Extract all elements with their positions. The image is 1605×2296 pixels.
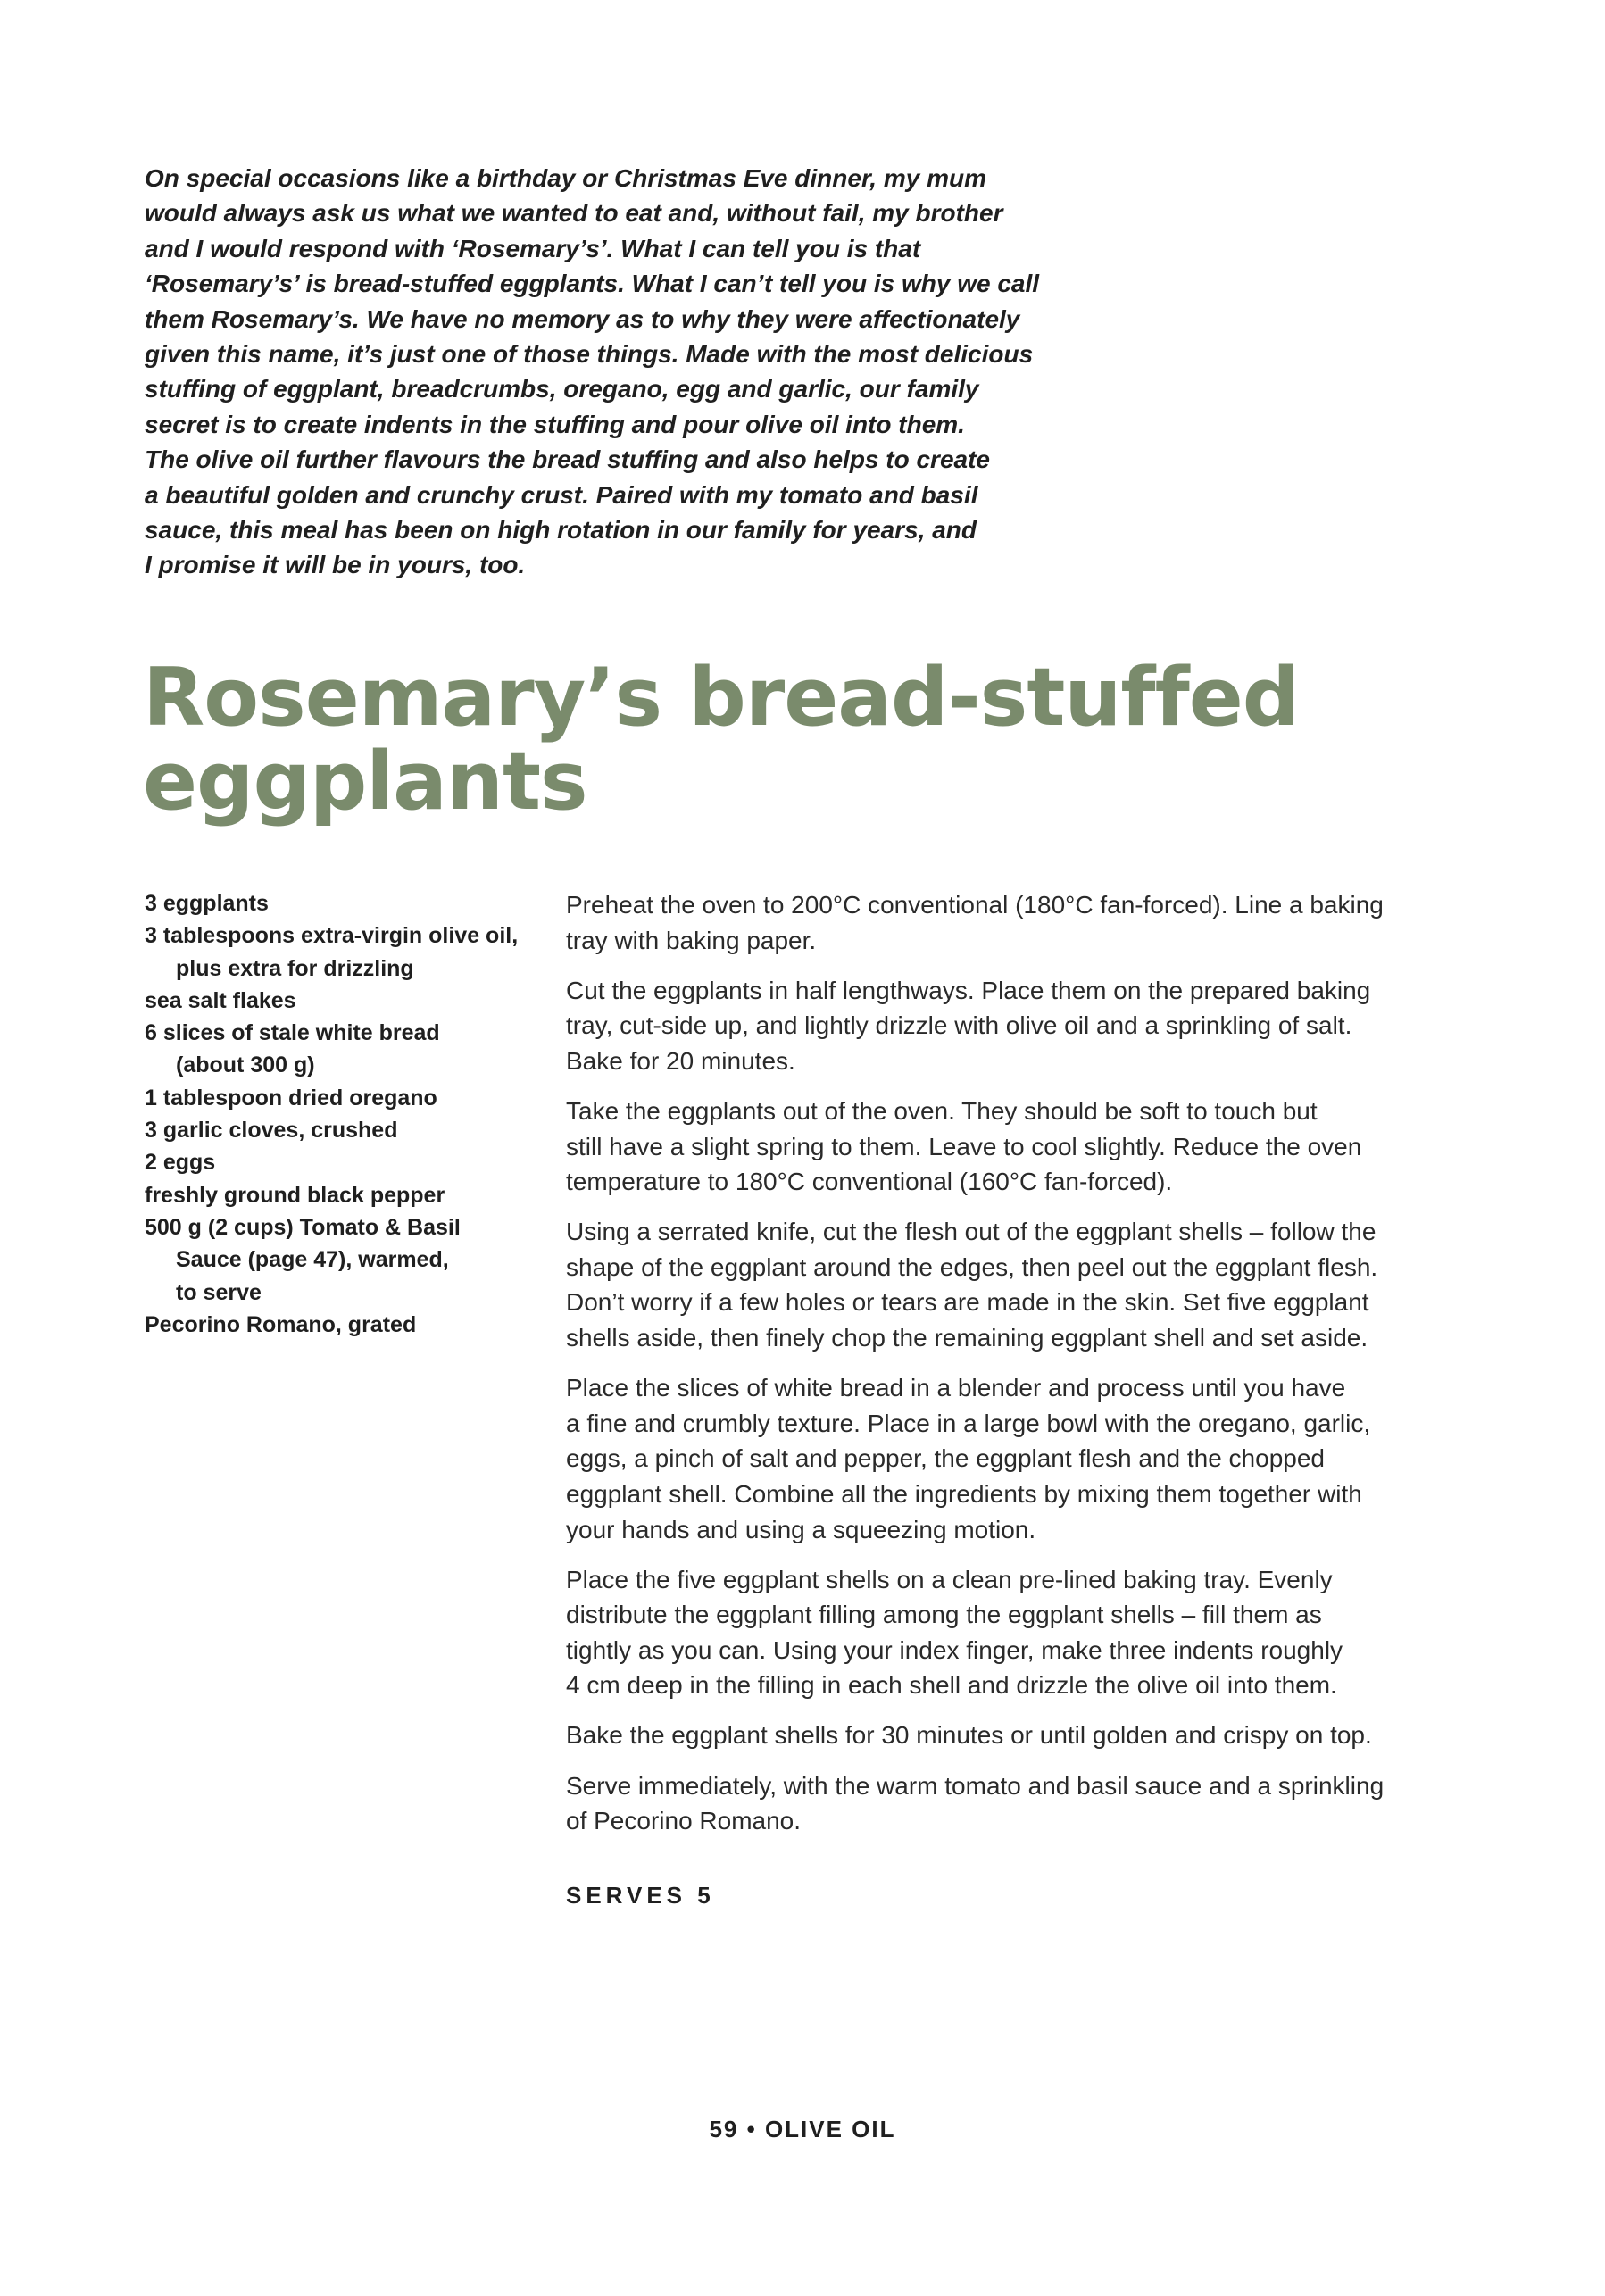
intro-line: and I would respond with ‘Rosemary’s’. What I can tell you is that	[145, 234, 921, 262]
method-line: Cut the eggplants in half lengthways. Place them on the prepared baking	[566, 976, 1371, 1004]
ingredient-text: 3 garlic cloves, crushed	[145, 1118, 398, 1144]
intro-line: given this name, it’s just one of those things. Made with the most delicious	[145, 340, 1034, 369]
method-line: Don’t worry if a few holes or tears are made in the skin. Set five eggplant	[566, 1288, 1369, 1317]
method-line: a fine and crumbly texture. Place in a large bowl with the oregano, garlic,	[566, 1409, 1371, 1437]
method-line: eggs, a pinch of salt and pepper, the eggplant flesh and the chopped	[566, 1444, 1325, 1473]
ingredient-item	[145, 1082, 537, 1114]
method-line: Bake the eggplant shells for 30 minutes or until golden and crispy on top.	[566, 1721, 1372, 1750]
ingredient-text: 6 slices of stale white bread	[145, 1020, 440, 1046]
intro-line: On special occasions like a birthday or Christmas Eve dinner, my mum	[145, 164, 987, 192]
intro-line: I promise it will be in yours, too.	[145, 551, 526, 579]
ingredient-text: 500 g (2 cups) Tomato & Basil	[145, 1214, 461, 1240]
method-line: 4 cm deep in the filling in each shell and drizzle the olive oil into them.	[566, 1671, 1337, 1700]
intro-line: sauce, this meal has been on high rotation in our family for years, and	[145, 516, 977, 545]
ingredient-item	[145, 1146, 537, 1178]
method-step	[566, 1718, 1468, 1753]
ingredient-item	[145, 1114, 537, 1146]
recipe-title-line-2: eggplants	[143, 735, 587, 828]
method-line: tightly as you can. Using your index finger, make three indents roughly	[566, 1635, 1343, 1664]
intro-line: a beautiful golden and crunchy crust. Paired with my tomato and basil	[145, 480, 978, 509]
method-step	[566, 1768, 1468, 1839]
method-line: Take the eggplants out of the oven. They should be soft to touch but	[566, 1096, 1318, 1125]
method-line: tray with baking paper.	[566, 926, 817, 954]
ingredient-text: freshly ground black pepper	[145, 1182, 445, 1208]
ingredient-text: 2 eggs	[145, 1150, 216, 1176]
ingredient-continuation: Sauce (page 47), warmed,	[176, 1247, 449, 1273]
method-line: shells aside, then finely chop the remaining eggplant shell and set aside.	[566, 1324, 1368, 1352]
method-step	[566, 1094, 1468, 1200]
method-line: shape of the eggplant around the edges, then peel out the eggplant flesh.	[566, 1252, 1378, 1281]
method-step	[566, 1214, 1468, 1355]
intro-line: ‘Rosemary’s’ is bread-stuffed eggplants. What I can’t tell you is why we call	[145, 270, 1040, 298]
method-line: Preheat the oven to 200°C conventional (180°C fan-forced). Line a baking	[566, 891, 1384, 919]
method-step	[566, 1562, 1468, 1703]
intro-line: The olive oil further flavours the bread stuffing and also helps to create	[145, 445, 990, 474]
method-line: your hands and using a squeezing motion.	[566, 1515, 1036, 1543]
ingredient-item	[145, 1309, 537, 1341]
ingredients-list	[145, 887, 537, 1341]
ingredient-text: sea salt flakes	[145, 987, 296, 1013]
ingredient-item	[145, 887, 537, 919]
method-line: eggplant shell. Combine all the ingredients by mixing them together with	[566, 1479, 1362, 1508]
ingredient-continuation: plus extra for drizzling	[176, 955, 414, 981]
ingredient-item	[145, 919, 537, 985]
method-line: Using a serrated knife, cut the flesh out of the eggplant shells – follow the	[566, 1218, 1376, 1246]
ingredient-item	[145, 1017, 537, 1082]
ingredient-text: 3 tablespoons extra-virgin olive oil,	[145, 923, 519, 949]
ingredient-text: Pecorino Romano, grated	[145, 1311, 417, 1337]
serves-label: SERVES 5	[566, 1882, 715, 1909]
method-step	[566, 887, 1468, 958]
method-line: of Pecorino Romano.	[566, 1807, 802, 1835]
recipe-title-line-1: Rosemary’s bread-stuffed	[143, 651, 1300, 745]
method-line: Bake for 20 minutes.	[566, 1046, 795, 1075]
ingredient-item	[145, 1211, 537, 1309]
intro-paragraph	[145, 161, 1040, 583]
ingredient-text: 3 eggplants	[145, 891, 269, 916]
method-line: Place the five eggplant shells on a clean pre-lined baking tray. Evenly	[566, 1565, 1333, 1593]
method-line: distribute the eggplant filling among the eggplant shells – fill them as	[566, 1601, 1322, 1629]
method-step	[566, 1370, 1468, 1547]
method-line: Place the slices of white bread in a blender and process until you have	[566, 1374, 1346, 1402]
ingredient-item	[145, 985, 537, 1017]
method-line: temperature to 180°C conventional (160°C fan-forced).	[566, 1168, 1173, 1196]
intro-line: secret is to create indents in the stuffing and pour olive oil into them.	[145, 410, 965, 438]
intro-line: would always ask us what we wanted to eat and, without fail, my brother	[145, 199, 1003, 228]
method-line: tray, cut-side up, and lightly drizzle with olive oil and a sprinkling of salt.	[566, 1011, 1352, 1040]
method-line: still have a slight spring to them. Leave to cool slightly. Reduce the oven	[566, 1132, 1362, 1160]
ingredient-item	[145, 1179, 537, 1211]
method-line: Serve immediately, with the warm tomato and basil sauce and a sprinkling	[566, 1771, 1385, 1800]
intro-line: stuffing of eggplant, breadcrumbs, oregano, egg and garlic, our family	[145, 375, 979, 403]
recipe-title	[143, 651, 1300, 828]
ingredient-text: 1 tablespoon dried oregano	[145, 1085, 437, 1111]
intro-line: them Rosemary’s. We have no memory as to why they were affectionately	[145, 304, 1020, 333]
page-footer: 59 • OLIVE OIL	[709, 2116, 896, 2142]
ingredient-continuation: (about 300 g)	[176, 1052, 315, 1078]
ingredient-continuation: to serve	[176, 1279, 262, 1305]
method-steps	[566, 887, 1468, 1853]
method-step	[566, 973, 1468, 1079]
